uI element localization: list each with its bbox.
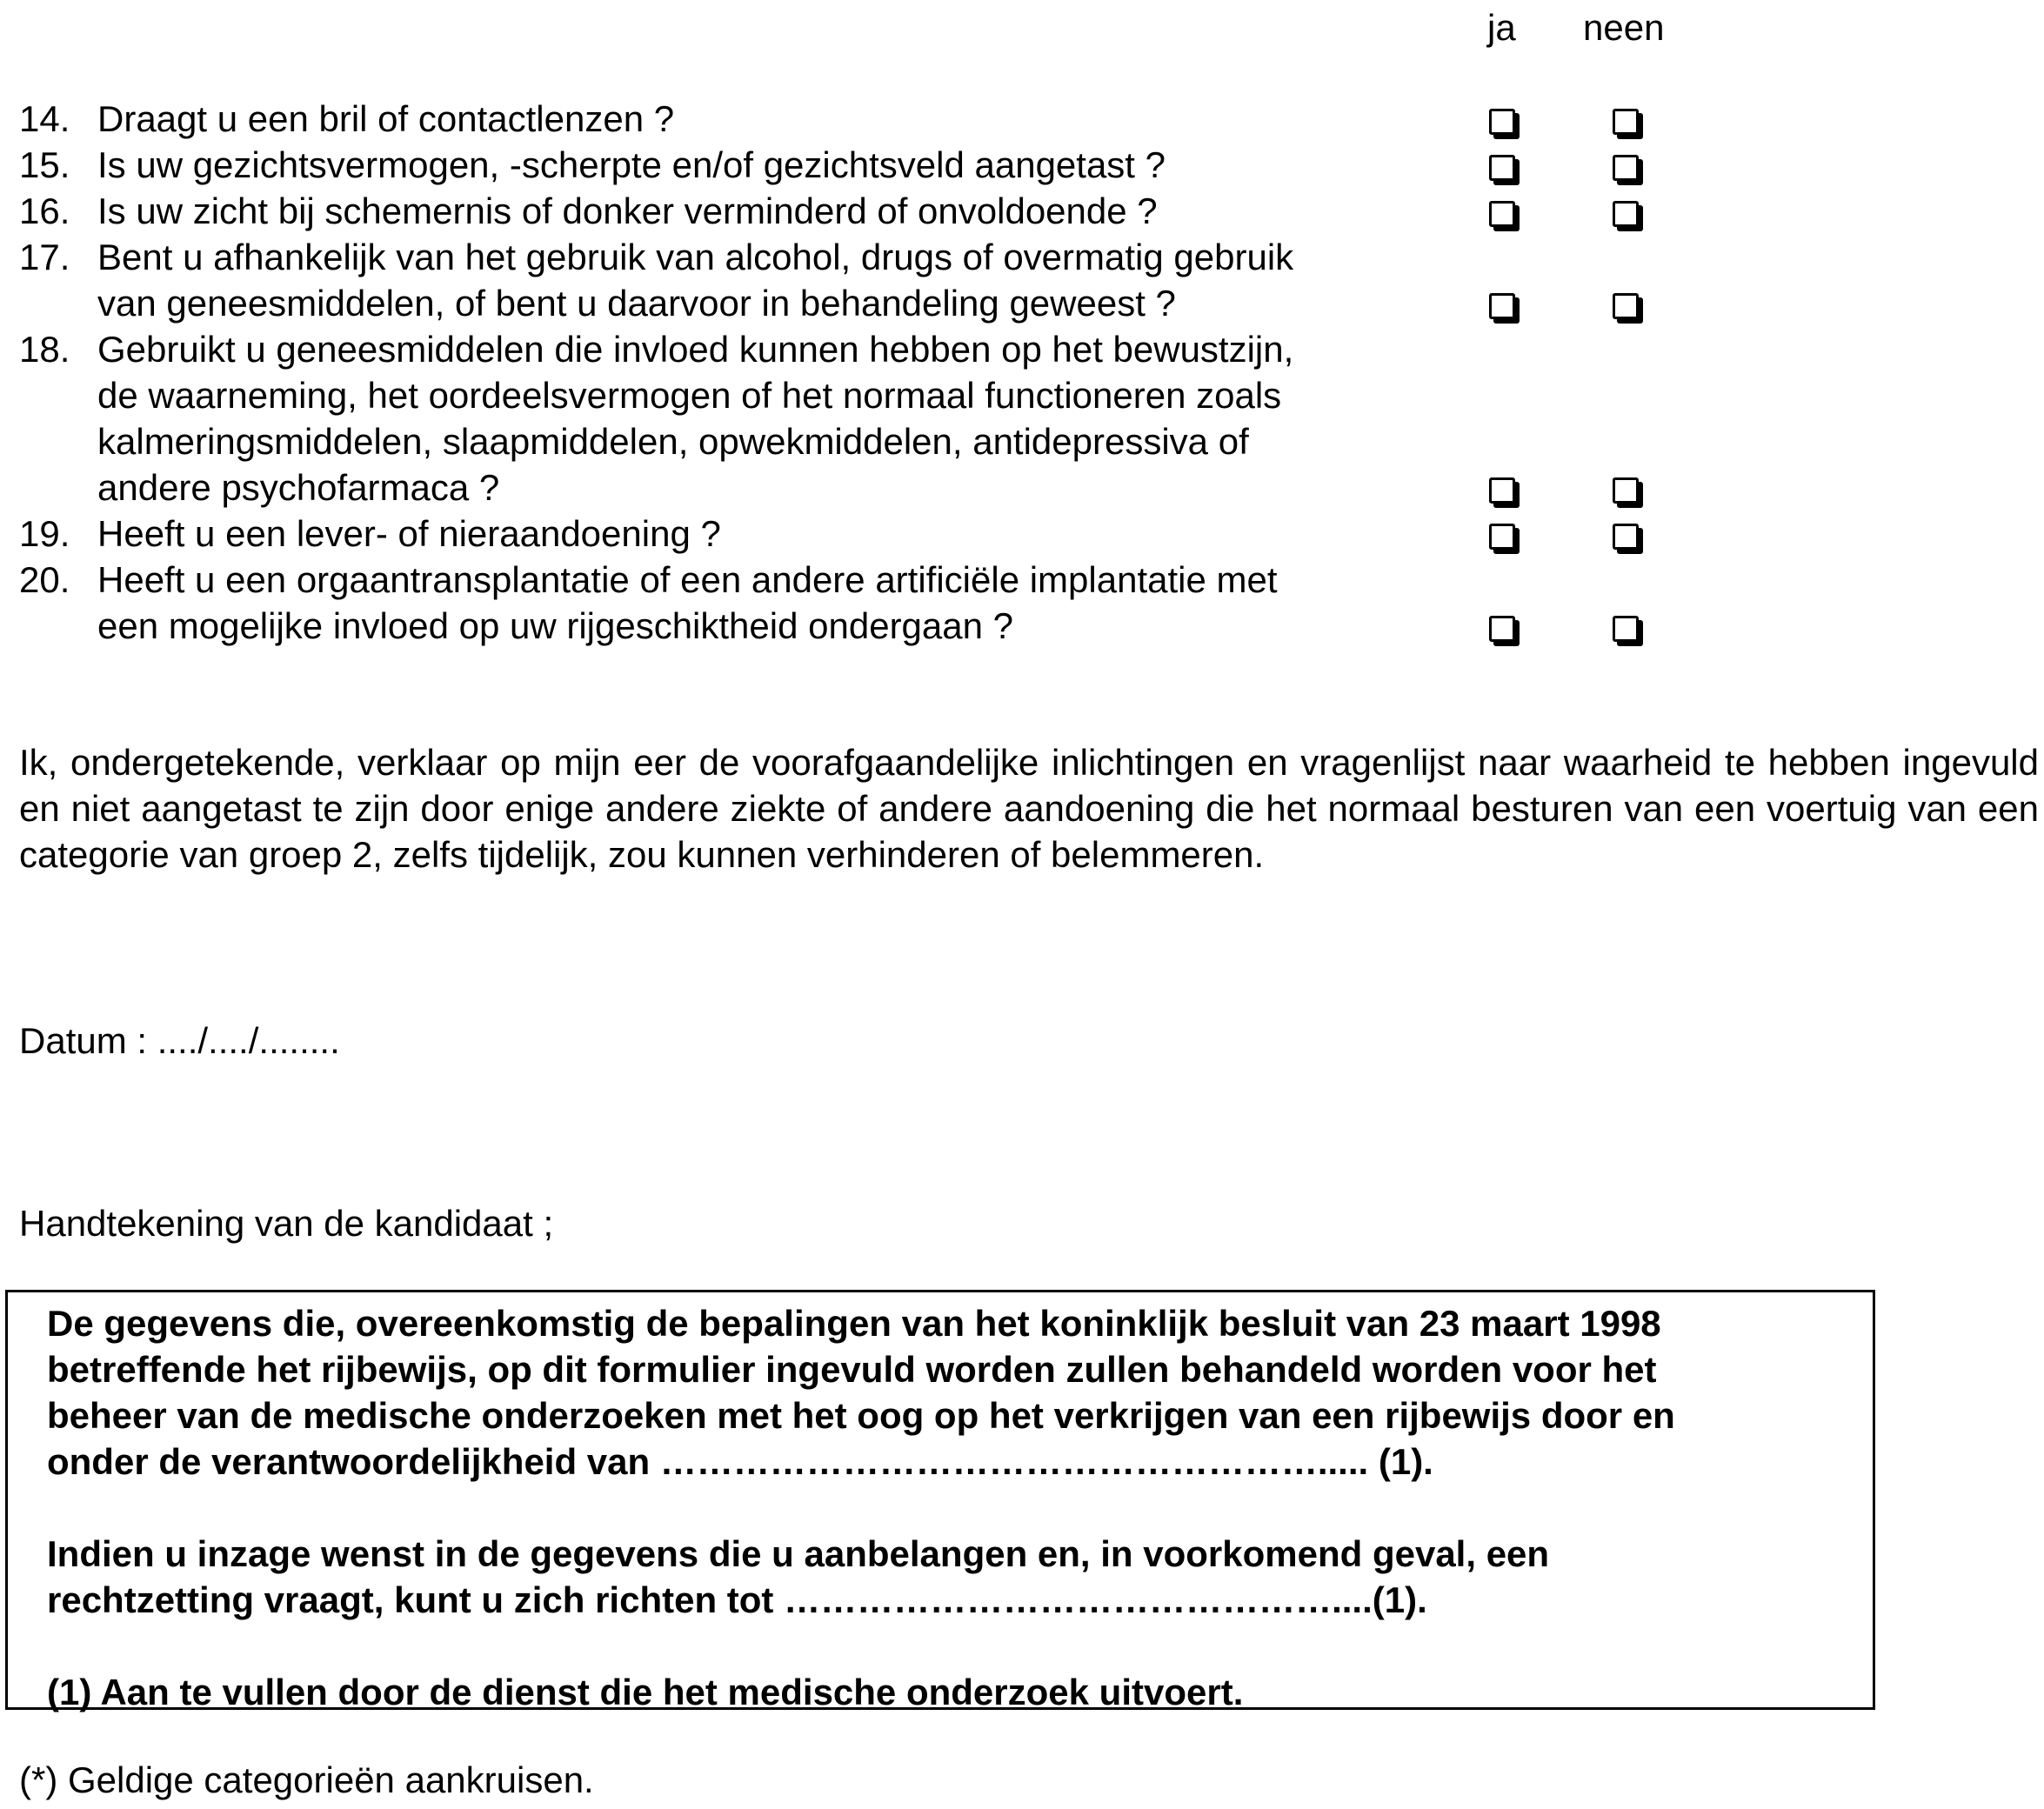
declaration-paragraph: Ik, ondergetekende, verklaar op mijn eer de voorafgaandelijke inlichtingen en vragenlijst naar waarheid te hebben ingevuld en niet aangetast te zijn door enige andere ziekte of andere aandoening die het normaal besturen van een voertuig van een categorie van groep 2, zelfs tijdelijk, zou kunnen verhinderen of belemmeren. [19,742,2039,875]
question-text: Heeft u een orgaantransplantatie of een andere artificiële implantatie met [97,559,1278,600]
question-text: Heeft u een lever- of nieraandoening ? [97,513,721,554]
question-text: Bent u afhankelijk van het gebruik van alcohol, drugs of overmatig gebruik [97,237,1294,277]
question-18 [19,326,1672,511]
checkbox-neen[interactable] [1613,109,1639,135]
question-number: 20. [19,559,70,600]
question-text: kalmeringsmiddelen, slaapmiddelen, opwekmiddelen, antidepressiva of [97,421,1249,462]
question-number: 19. [19,513,70,554]
privacy-text-line: Indien u inzage wenst in de gegevens die u aanbelangen en, in voorkomend geval, een [47,1533,1550,1574]
signature-label: Handtekening van de kandidaat ; [19,1203,554,1244]
question-17 [19,234,1672,326]
question-19 [19,511,1672,557]
privacy-notice-box [5,1290,1875,1710]
checkbox-neen[interactable] [1613,477,1639,504]
question-text: Gebruikt u geneesmiddelen die invloed kunnen hebben op het bewustzijn, [97,329,1294,370]
privacy-paragraph-2 [47,1531,1873,1623]
question-number: 14. [19,98,70,139]
question-text: Is uw zicht bij schemernis of donker verminderd of onvoldoende ? [97,190,1158,231]
checkbox-ja[interactable] [1489,109,1515,135]
question-number: 17. [19,237,70,277]
question-number: 16. [19,190,70,231]
question-number: 15. [19,144,70,185]
question-text: van geneesmiddelen, of bent u daarvoor in behandeling geweest ? [97,283,1176,324]
checkbox-ja[interactable] [1489,477,1515,504]
question-20 [19,557,1672,649]
footnote: (*) Geldige categorieën aankruisen. [19,1759,594,1800]
checkbox-ja[interactable] [1489,524,1515,550]
checkbox-neen[interactable] [1613,201,1639,227]
question-text: Draagt u een bril of contactlenzen ? [97,98,675,139]
question-text: de waarneming, het oordeelsvermogen of het normaal functioneren zoals [97,375,1282,416]
question-14 [19,96,1672,142]
question-text: een mogelijke invloed op uw rijgeschiktheid ondergaan ? [97,605,1014,646]
privacy-paragraph-1 [47,1300,1873,1485]
question-16 [19,188,1672,234]
date-field[interactable]: Datum : ..../..../........ [19,1020,340,1061]
column-header-ja: ja [1487,7,1516,48]
checkbox-neen[interactable] [1613,524,1639,550]
checkbox-neen[interactable] [1613,293,1639,319]
question-text: Is uw gezichtsvermogen, -scherpte en/of gezichtsveld aangetast ? [97,144,1166,185]
question-number: 18. [19,329,70,370]
privacy-note [47,1669,1873,1715]
question-15 [19,142,1672,188]
checkbox-neen[interactable] [1613,616,1639,642]
privacy-text-line: De gegevens die, overeenkomstig de bepalingen van het koninklijk besluit van 23 maart 1998 [47,1303,1661,1344]
column-header-neen: neen [1583,7,1665,48]
checkbox-ja[interactable] [1489,155,1515,181]
privacy-text-line: beheer van de medische onderzoeken met het oog op het verkrijgen van een rijbewijs door en [47,1395,1675,1436]
privacy-text-line: onder de verantwoordelijkheid van ………………………………………………..... (1). [47,1441,1433,1482]
checkbox-neen[interactable] [1613,155,1639,181]
checkbox-ja[interactable] [1489,616,1515,642]
privacy-text-line: (1) Aan te vullen door de dienst die het medische onderzoek uitvoert. [47,1672,1244,1712]
checkbox-ja[interactable] [1489,293,1515,319]
question-text: andere psychofarmaca ? [97,467,500,508]
checkbox-ja[interactable] [1489,201,1515,227]
privacy-text-line: rechtzetting vraagt, kunt u zich richten tot ………………………………………....(1). [47,1579,1427,1620]
privacy-text-line: betreffende het rijbewijs, op dit formulier ingevuld worden zullen behandeld worden voor het [47,1349,1657,1390]
question-list [19,96,1672,649]
